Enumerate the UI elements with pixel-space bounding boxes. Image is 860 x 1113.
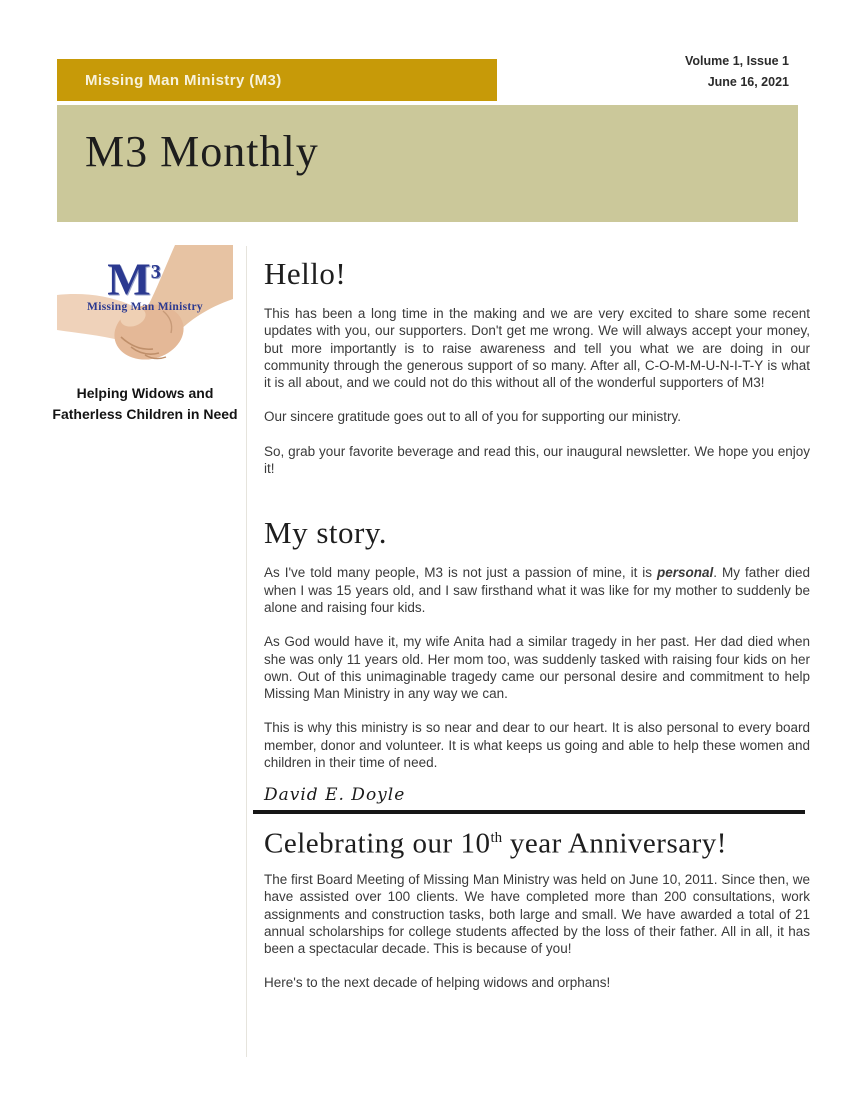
org-banner-label: Missing Man Ministry (M3) <box>85 71 282 89</box>
story-paragraph-3: This is why this ministry is so near and dear to our heart. It is also personal to every board member, donor and volunteer. It is what keeps us going and able to help these women and children in their time of need. <box>264 720 810 771</box>
story-p1-text-after: . My father died when I was 15 years old, and I saw firsthand what it was like for my mother to suddenly be alone and raising four kids. <box>264 565 810 615</box>
anniversary-heading <box>264 821 810 861</box>
newsletter-title: M3 Monthly <box>85 127 319 176</box>
logo-monogram <box>57 247 211 304</box>
anniversary-heading-prefix: Celebrating our 10 <box>264 828 491 860</box>
hello-paragraph-3: So, grab your favorite beverage and read this, our inaugural newsletter. We hope you enjoy it! <box>264 443 810 477</box>
logo-monogram-3: 3 <box>150 261 161 283</box>
hello-paragraph-1: This has been a long time in the making and we are very excited to share some recent updates with you, our supporters. Don't get me wrong. We will always accept your money, but more importantly is to raise awareness and tell you what we are doing in our community through the generous support of so many. After all, C-O-M-M-U-N-I-T-Y is what it is all about, and we could not do this without all of the wonderful supporters of M3! <box>264 306 810 391</box>
masthead-band <box>57 105 798 222</box>
anniversary-paragraph-2: Here's to the next decade of helping widows and orphans! <box>264 975 611 991</box>
main-column <box>264 256 810 1009</box>
sidebar-tagline: Helping Widows and Fatherless Children in Need <box>52 385 238 422</box>
column-divider <box>246 246 247 1057</box>
story-p1-emphasis: personal <box>657 565 714 581</box>
story-p1-text: As I've told many people, M3 is not just a passion of mine, it is <box>264 565 658 581</box>
logo-org-name: Missing Man Ministry <box>87 301 203 313</box>
issue-block <box>685 51 789 93</box>
issue-volume: Volume 1, Issue 1 <box>685 54 789 68</box>
section-divider-rule <box>253 810 805 814</box>
ministry-logo <box>57 245 233 377</box>
story-heading: My story. <box>264 515 388 551</box>
org-banner <box>57 59 497 101</box>
anniversary-heading-sup: th <box>490 830 503 847</box>
issue-date: June 16, 2021 <box>707 75 789 89</box>
anniversary-heading-suffix: year Anniversary! <box>502 828 727 860</box>
anniversary-paragraph-1: The first Board Meeting of Missing Man Ministry was held on June 10, 2011. Since then, we have assisted over 100 clients. We have completed more than 200 consultations, work assignments and construction tasks, both large and small. We have awarded a total of 21 annual scholarships for college students affected by the loss of their father. All in all, it has been a spectacular decade. This is because of you! <box>264 872 810 957</box>
signature: David E. Doyle <box>264 785 406 806</box>
hello-paragraph-2: Our sincere gratitude goes out to all of you for supporting our ministry. <box>264 409 681 425</box>
logo-monogram-m: M <box>107 253 151 305</box>
hello-heading: Hello! <box>264 256 347 291</box>
story-paragraph-1 <box>264 564 810 616</box>
story-paragraph-2: As God would have it, my wife Anita had a similar tragedy in her past. Her dad died when she was only 11 years old. Her mom too, was suddenly tasked with raising four kids on her own. Out of this unimaginable tragedy came our personal desire and commitment to help Missing Man Ministry in any way we can. <box>264 634 810 702</box>
